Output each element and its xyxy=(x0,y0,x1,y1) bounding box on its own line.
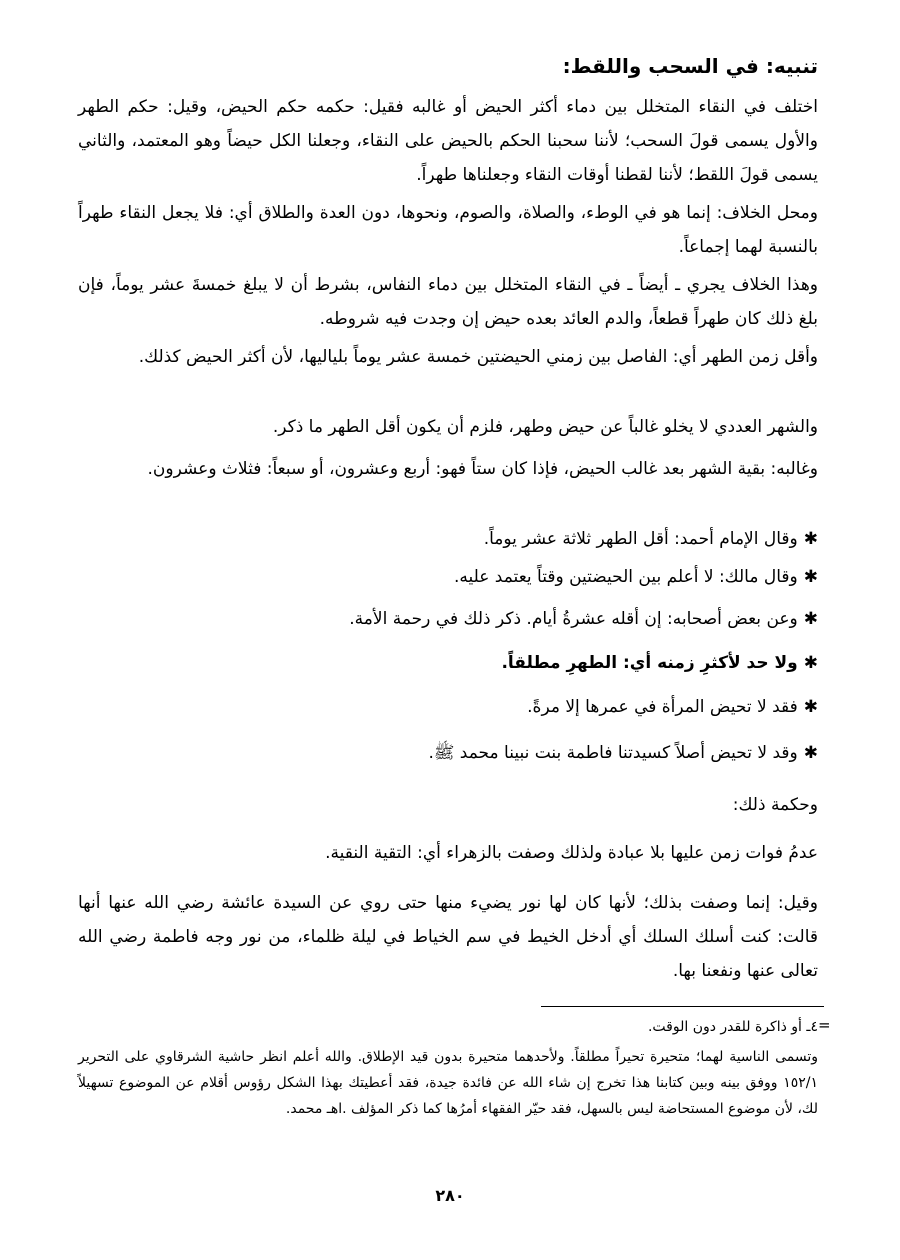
bullet-item: ✱وقد لا تحيض أصلاً كسيدتنا فاطمة بنت نبينا محمد ﷺ. xyxy=(428,743,818,763)
footnote-separator xyxy=(541,1006,824,1007)
asterisk-icon: ✱ xyxy=(803,529,818,549)
bullet-item: ✱فقد لا تحيض المرأة في عمرها إلا مرةً. xyxy=(527,697,818,717)
wisdom-text: عدمُ فوات زمن عليها بلا عبادة ولذلك وصفت بالزهراء أي: التقية النقية. xyxy=(325,843,818,863)
footnote-continuation-marker: = xyxy=(818,1016,831,1034)
paragraph-min-purity: وأقل زمن الطهر أي: الفاصل بين زمني الحيضتين خمسة عشر يوماً بلياليها، لأن أكثر الحيض كذلك. xyxy=(138,347,818,367)
paragraph-scope-of-dispute: ومحل الخلاف: إنما هو في الوطء، والصلاة، والصوم، ونحوها، دون العدة والطلاق أي: فلا يجعل النقاء طهراً بالنسبة لهما إجماعاً. xyxy=(78,203,818,257)
bullet-item: ✱وقال مالك: لا أعلم بين الحيضتين وقتاً يعتمد عليه. xyxy=(453,567,818,587)
asterisk-icon: ✱ xyxy=(803,653,818,673)
paragraph-numeric-month: والشهر العددي لا يخلو غالباً عن حيض وطهر، فلزم أن يكون أقل الطهر ما ذكر. xyxy=(272,417,818,437)
bullet-item: ✱وقال الإمام أحمد: أقل الطهر ثلاثة عشر يوماً. xyxy=(483,529,818,549)
footnote-line: ٤ـ أو ذاكرة للقدر دون الوقت. xyxy=(647,1019,818,1035)
paragraph-zahra: وقيل: إنما وصفت بذلك؛ لأنها كان لها نور يضيء منها حتى روي عن السيدة عائشة رضي الله عنها أنها قالت: كنت أسلك السلك أي أدخل الخيط في سم الخياط في ليلة ظلماء، من نور وجه فاطمة رضي الله تعالى عنها ونفعنا بها. xyxy=(78,893,818,981)
paragraph-nifas: وهذا الخلاف يجري ـ أيضاً ـ في النقاء المتخلل بين دماء النفاس، بشرط أن لا يبلغ خمسةَ عشر يوماً، فإن بلغ ذلك كان طهراً قطعاً، والدم العائد بعده حيض إن وجدت فيه شروطه. xyxy=(78,275,818,329)
paragraph-sahb-laqt: اختلف في النقاء المتخلل بين دماء أكثر الحيض أو غالبه فقيل: حكمه حكم الحيض، وقيل: حكم الطهر والأول يسمى قولَ السحب؛ لأننا سحبنا الحكم بالحيض على النقاء، وجعلنا الكل حيضاً وهو المعتمد، والثاني يسمى قولَ اللقط؛ لأننا لقطنا أوقات النقاء وجعلناها طهراً. xyxy=(78,97,818,185)
section-heading: تنبيه: في السحب واللقط: xyxy=(562,54,818,78)
bullet-item: ✱ولا حد لأكثرِ زمنه أي: الطهرِ مطلقاً. xyxy=(501,653,818,673)
footnote-body: وتسمى الناسية لهما؛ متحيرة تحيراً مطلقاً. ولأحدهما متحيرة بدون قيد الإطلاق. والله أعلم انظر حاشية الشرقاوي على التحرير ١٥٢/١ ووفق بينه وبين كتابنا هذا تخرج إن شاء الله عن فائدة جيدة، فقد أعطيتك بهذا الشكل رؤوس أقلام عن الموضوع تسهيلاً لك، لأن موضوع المستحاضة ليس بالسهل، فقد حيّر الفقهاء أمرُها كما ذكر المؤلف .اهـ محمد. xyxy=(78,1049,818,1117)
asterisk-icon: ✱ xyxy=(803,567,818,587)
bullet-item: ✱وعن بعض أصحابه: إن أقله عشرةُ أيام. ذكر ذلك في رحمة الأمة. xyxy=(349,609,818,629)
page-number: ٢٨٠ xyxy=(435,1186,465,1205)
asterisk-icon: ✱ xyxy=(803,743,818,763)
asterisk-icon: ✱ xyxy=(803,609,818,629)
wisdom-label: وحكمة ذلك: xyxy=(732,795,818,815)
asterisk-icon: ✱ xyxy=(803,697,818,717)
paragraph-usual-purity: وغالبه: بقية الشهر بعد غالب الحيض، فإذا كان ستاً فهو: أربع وعشرون، أو سبعاً: فثلاث وعشرون. xyxy=(147,459,818,479)
